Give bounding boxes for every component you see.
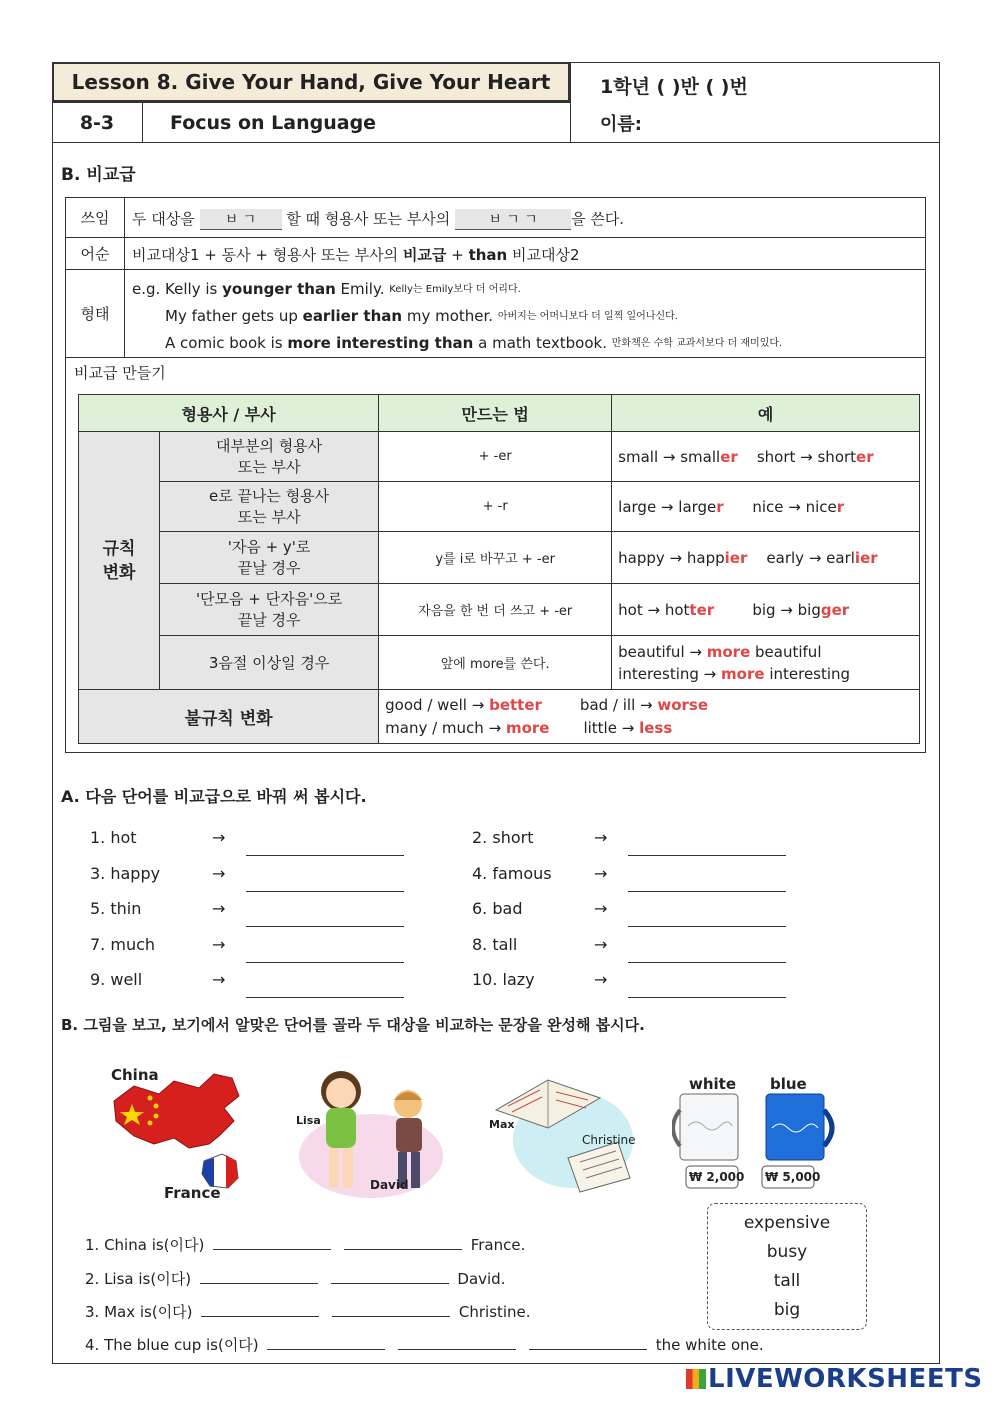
usage-row bbox=[66, 198, 925, 238]
word-option: expensive bbox=[743, 1212, 831, 1233]
table-row bbox=[79, 690, 920, 744]
type-cell: '자음 + y'로 끝날 경우 bbox=[160, 532, 379, 584]
answer-line[interactable] bbox=[246, 926, 404, 927]
example-cell: happy → happier early → earlier bbox=[612, 532, 920, 584]
col-header-type: 형용사 / 부사 bbox=[79, 395, 379, 432]
sentence-3: 3. Max is(이다) Christine. bbox=[85, 1303, 531, 1321]
exercise-a-item: 9. well bbox=[90, 970, 143, 989]
sentence-2: 2. Lisa is(이다) David. bbox=[85, 1270, 506, 1288]
arrow-icon: → bbox=[594, 970, 608, 989]
form-example: A comic book is more interesting than a math textbook. $^{만화책은 수학 교과서보다 더 재미있다.}$ bbox=[165, 334, 783, 352]
exercise-a-item: 3. happy bbox=[90, 863, 161, 883]
answer-line[interactable] bbox=[628, 997, 786, 998]
label-david: David bbox=[370, 1178, 409, 1192]
arrow-icon: → bbox=[212, 934, 226, 954]
answer-line[interactable] bbox=[628, 962, 786, 963]
order-text-1: 비교대상1 + 동사 + 형용사 또는 부사의 bbox=[132, 246, 399, 264]
answer-line[interactable] bbox=[628, 891, 786, 892]
type-cell: 대부분의 형용사 또는 부사 bbox=[160, 432, 379, 482]
rule-cell: y를 i로 바꾸고 + -er bbox=[379, 532, 612, 584]
logo-icon bbox=[686, 1369, 706, 1389]
exercise-a-item: 2. short bbox=[472, 828, 534, 847]
worksheet-header bbox=[52, 62, 940, 143]
answer-blank[interactable] bbox=[332, 1302, 450, 1317]
table-row bbox=[79, 532, 920, 584]
label-max: Max bbox=[489, 1118, 515, 1131]
rule-cell: + -r bbox=[379, 482, 612, 532]
irregular-label: 불규칙 변화 bbox=[79, 690, 379, 744]
type-cell: e로 끝나는 형용사 또는 부사 bbox=[160, 482, 379, 532]
word-option: big bbox=[773, 1300, 801, 1321]
student-class-field[interactable]: 1학년 ( )반 ( )번 bbox=[600, 76, 748, 98]
arrow-icon: → bbox=[212, 970, 226, 989]
label-lisa: Lisa bbox=[296, 1114, 321, 1127]
exercise-a-title: A. 다음 단어를 비교급으로 바꿔 써 봅시다. bbox=[61, 787, 367, 806]
arrow-icon: → bbox=[594, 899, 608, 918]
example-cell: beautiful → more beautiful interesting → more interesting bbox=[612, 636, 920, 690]
comparative-table bbox=[78, 394, 920, 744]
exercise-a-item: 5. thin bbox=[90, 899, 142, 918]
table-row bbox=[79, 482, 920, 532]
section-b-title: B. 비교급 bbox=[61, 165, 136, 185]
answer-blank[interactable] bbox=[331, 1269, 449, 1284]
form-examples bbox=[132, 276, 782, 357]
regular-label: 규칙 변화 bbox=[79, 432, 160, 690]
type-cell: 3음절 이상일 경우 bbox=[160, 636, 379, 690]
exercise-a-item: 7. much bbox=[90, 934, 156, 954]
usage-text-2: 할 때 형용사 또는 부사의 bbox=[286, 210, 451, 228]
order-text-2: + bbox=[451, 246, 464, 264]
answer-blank[interactable] bbox=[398, 1335, 516, 1350]
arrow-icon: → bbox=[594, 828, 608, 847]
usage-text bbox=[132, 208, 624, 230]
label-white-cup: white bbox=[689, 1075, 737, 1093]
answer-blank[interactable] bbox=[201, 1302, 319, 1317]
irregular-examples: good / well → better bad / ill → worse many / much → more little → less bbox=[379, 690, 920, 744]
lesson-title: Lesson 8. Give Your Hand, Give Your Heart bbox=[52, 62, 570, 102]
word-option: busy bbox=[766, 1241, 808, 1262]
answer-line[interactable] bbox=[246, 962, 404, 963]
table-row bbox=[79, 584, 920, 636]
rule-cell: 자음을 한 번 더 쓰고 + -er bbox=[379, 584, 612, 636]
form-example: e.g. Kelly is younger than Emily. $^{Kelly는 Emily보다 더 어리다.}$ bbox=[132, 280, 521, 298]
price-white: ₩ 2,000 bbox=[689, 1170, 745, 1184]
example-cell: small → smaller short → shorter bbox=[612, 432, 920, 482]
exercise-a-item: 4. famous bbox=[472, 863, 552, 883]
example-cell: hot → hotter big → bigger bbox=[612, 584, 920, 636]
answer-blank[interactable] bbox=[267, 1335, 385, 1350]
order-bold-2: than bbox=[468, 246, 508, 264]
sentence-1: 1. China is(이다) France. bbox=[85, 1236, 526, 1254]
table-row bbox=[79, 636, 920, 690]
rule-cell: 앞에 more를 쓴다. bbox=[379, 636, 612, 690]
exercise-a-item: 1. hot bbox=[90, 828, 137, 847]
form-label: 형태 bbox=[66, 270, 125, 357]
sentence-4: 4. The blue cup is(이다) the white one. bbox=[85, 1336, 764, 1354]
word-option: tall bbox=[773, 1271, 801, 1292]
header-vdivider bbox=[570, 62, 571, 143]
form-example: My father gets up earlier than my mother. $^{아버지는 어머니보다 더 일찍 일어나신다.}$ bbox=[165, 307, 678, 325]
answer-blank[interactable] bbox=[200, 1269, 318, 1284]
exercise-a-item: 10. lazy bbox=[472, 970, 535, 989]
label-blue-cup: blue bbox=[770, 1075, 807, 1093]
france-map-icon bbox=[202, 1154, 238, 1188]
order-label: 어순 bbox=[66, 238, 125, 269]
answer-blank[interactable] bbox=[213, 1235, 331, 1250]
label-christine: Christine bbox=[582, 1133, 636, 1147]
order-bold-1: 비교급 bbox=[402, 246, 447, 264]
arrow-icon: → bbox=[594, 863, 608, 883]
student-name-field[interactable]: 이름: bbox=[600, 114, 642, 135]
answer-blank[interactable] bbox=[529, 1335, 647, 1350]
sub-number: 8-3 bbox=[52, 102, 143, 143]
usage-label: 쓰임 bbox=[66, 198, 125, 237]
exercise-a-item: 8. tall bbox=[472, 934, 518, 954]
type-cell: '단모음 + 단자음'으로 끝날 경우 bbox=[160, 584, 379, 636]
order-text bbox=[132, 244, 580, 265]
rule-cell: + -er bbox=[379, 432, 612, 482]
col-header-rule: 만드는 법 bbox=[379, 395, 612, 432]
grammar-box bbox=[65, 197, 926, 753]
label-china: China bbox=[111, 1066, 159, 1084]
answer-line[interactable] bbox=[246, 997, 404, 998]
usage-text-3: 을 쓴다. bbox=[571, 210, 625, 228]
china-map-icon bbox=[104, 1066, 254, 1196]
order-row bbox=[66, 238, 925, 270]
answer-line[interactable] bbox=[628, 926, 786, 927]
answer-line[interactable] bbox=[628, 855, 786, 856]
arrow-icon: → bbox=[212, 863, 226, 883]
make-title: 비교급 만들기 bbox=[74, 364, 166, 382]
exercise-b-title: B. 그림을 보고, 보기에서 알맞은 단어를 골라 두 대상을 비교하는 문장을 완성해 봅시다. bbox=[61, 1016, 645, 1034]
label-france: France bbox=[164, 1184, 221, 1202]
sub-title: Focus on Language bbox=[170, 111, 377, 134]
word-box bbox=[707, 1203, 867, 1330]
answer-line[interactable] bbox=[246, 855, 404, 856]
arrow-icon: → bbox=[212, 899, 226, 918]
usage-text-1: 두 대상을 bbox=[132, 210, 195, 228]
arrow-icon: → bbox=[594, 934, 608, 954]
price-blue: ₩ 5,000 bbox=[765, 1170, 821, 1184]
form-row bbox=[66, 270, 925, 358]
usage-blank-1: ㅂ ㄱ bbox=[200, 209, 282, 230]
table-row bbox=[79, 432, 920, 482]
usage-blank-2: ㅂ ㄱ ㄱ bbox=[455, 209, 571, 230]
liveworksheets-logo: LIVEWORKSHEETS bbox=[686, 1364, 983, 1394]
exercise-a-item: 6. bad bbox=[472, 899, 523, 918]
arrow-icon: → bbox=[212, 828, 226, 847]
example-cell: large → larger nice → nicer bbox=[612, 482, 920, 532]
order-text-3: 비교대상2 bbox=[512, 246, 580, 264]
col-header-example: 예 bbox=[612, 395, 920, 432]
answer-blank[interactable] bbox=[344, 1235, 462, 1250]
answer-line[interactable] bbox=[246, 891, 404, 892]
